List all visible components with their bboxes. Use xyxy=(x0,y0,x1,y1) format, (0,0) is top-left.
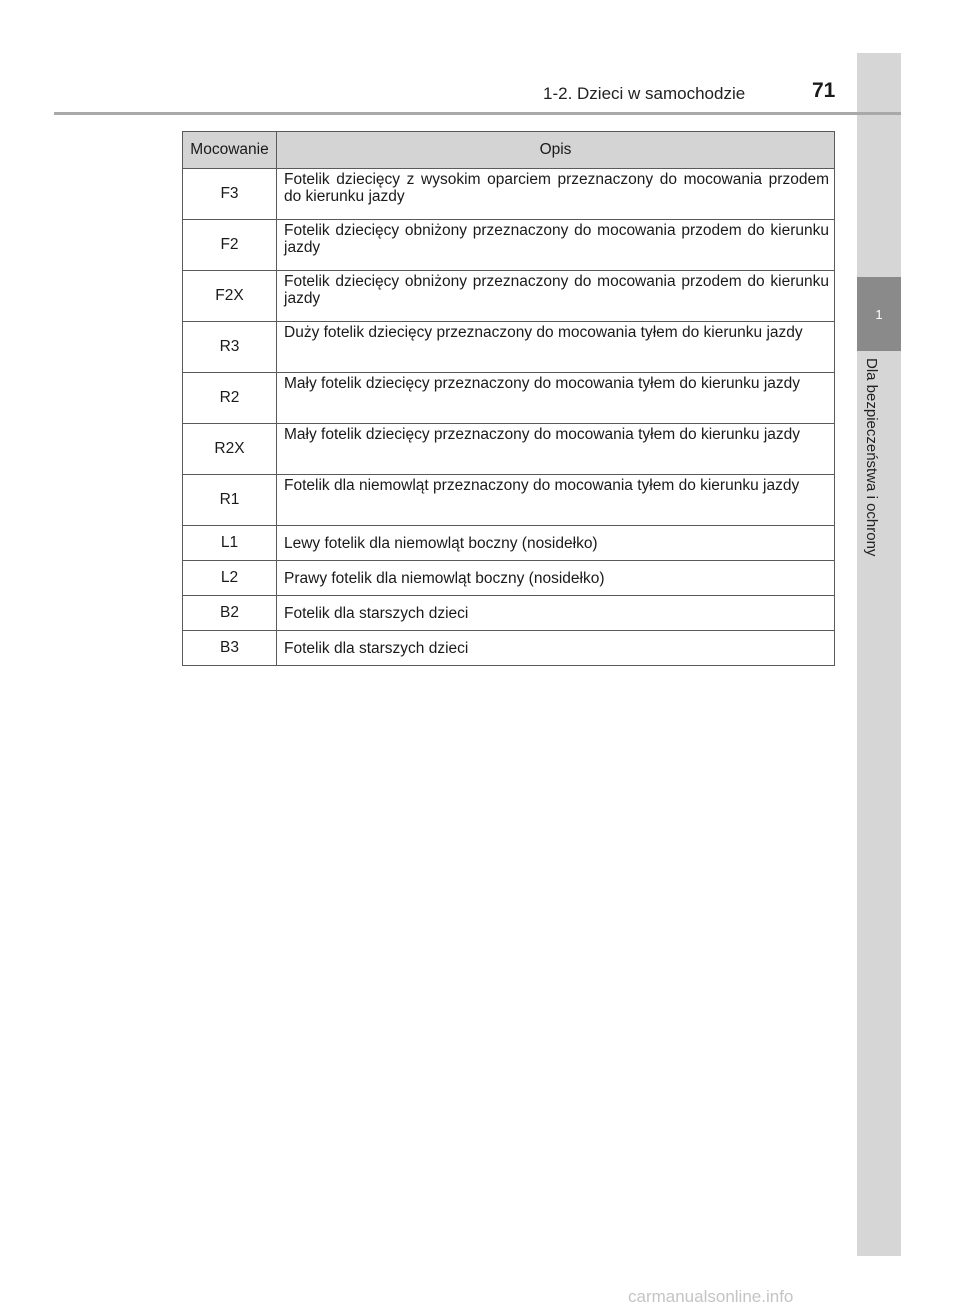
table-row xyxy=(183,220,835,271)
table-header-row xyxy=(183,132,835,169)
row-code: L1 xyxy=(183,526,277,561)
column-header-mounting: Mocowanie xyxy=(183,132,277,169)
row-code: L2 xyxy=(183,561,277,596)
row-description: Duży fotelik dziecięcy przeznaczony do mocowania tyłem do kierunku jazdy xyxy=(277,322,835,373)
row-description: Mały fotelik dziecięcy przeznaczony do mocowania tyłem do kierunku jazdy xyxy=(277,424,835,475)
row-description: Prawy fotelik dla niemowląt boczny (nosidełko) xyxy=(277,561,835,596)
row-description: Fotelik dziecięcy z wysokim oparciem przeznaczony do mocowania przodem do kierunku jazdy xyxy=(277,169,835,220)
table-row xyxy=(183,596,835,631)
table-row xyxy=(183,169,835,220)
row-code: B2 xyxy=(183,596,277,631)
column-header-description: Opis xyxy=(277,132,835,169)
row-description: Fotelik dla niemowląt przeznaczony do mocowania tyłem do kierunku jazdy xyxy=(277,475,835,526)
table-row xyxy=(183,475,835,526)
chapter-number: 1 xyxy=(875,306,883,322)
chapter-sidebar xyxy=(857,53,901,1256)
row-code: F2X xyxy=(183,271,277,322)
chapter-number-tab xyxy=(857,277,901,351)
row-description: Fotelik dla starszych dzieci xyxy=(277,596,835,631)
row-description: Fotelik dziecięcy obniżony przeznaczony do mocowania przodem do kierunku jazdy xyxy=(277,220,835,271)
row-code: R3 xyxy=(183,322,277,373)
chapter-title: Dla bezpieczeństwa i ochrony xyxy=(863,358,880,557)
table-row xyxy=(183,526,835,561)
section-heading: 1-2. Dzieci w samochodzie xyxy=(543,84,746,103)
table-row xyxy=(183,373,835,424)
watermark: carmanualsonline.info xyxy=(628,1287,794,1306)
table-row xyxy=(183,322,835,373)
row-code: R1 xyxy=(183,475,277,526)
table-row xyxy=(183,631,835,666)
row-code: F2 xyxy=(183,220,277,271)
table-row xyxy=(183,424,835,475)
page-number: 71 xyxy=(812,79,836,102)
row-description: Lewy fotelik dla niemowląt boczny (nosidełko) xyxy=(277,526,835,561)
table-row xyxy=(183,561,835,596)
row-description: Fotelik dla starszych dzieci xyxy=(277,631,835,666)
child-seat-table xyxy=(182,131,835,666)
row-code: R2X xyxy=(183,424,277,475)
row-description: Mały fotelik dziecięcy przeznaczony do mocowania tyłem do kierunku jazdy xyxy=(277,373,835,424)
header-rule xyxy=(54,112,901,115)
row-code: F3 xyxy=(183,169,277,220)
row-code: R2 xyxy=(183,373,277,424)
table-row xyxy=(183,271,835,322)
row-code: B3 xyxy=(183,631,277,666)
row-description: Fotelik dziecięcy obniżony przeznaczony do mocowania przodem do kierunku jazdy xyxy=(277,271,835,322)
